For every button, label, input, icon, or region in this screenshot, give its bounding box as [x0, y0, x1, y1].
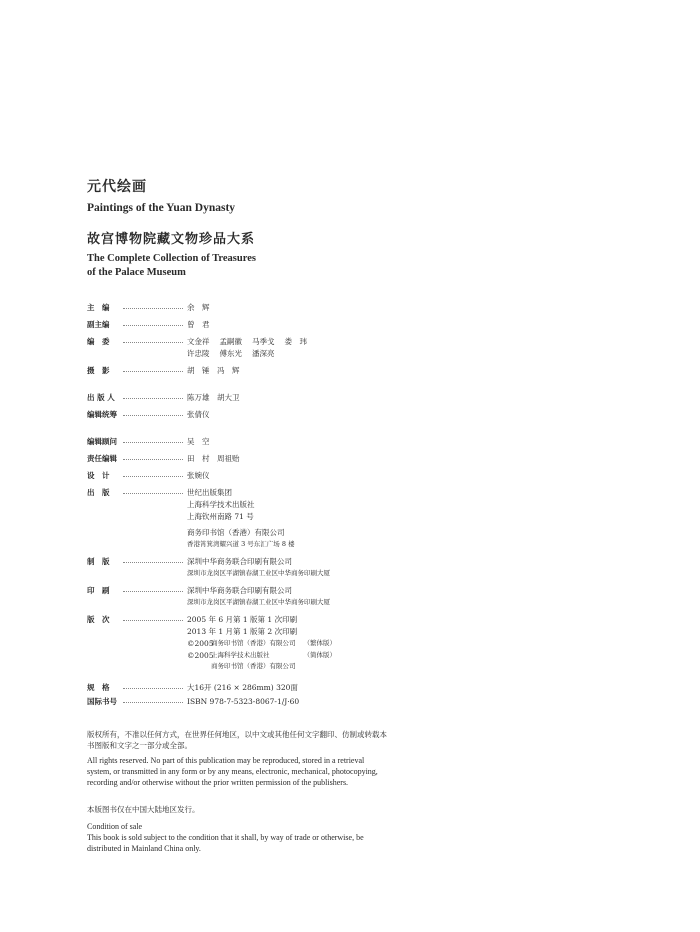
- distribution-zh: 本版图书仅在中国大陆地区发行。: [87, 805, 200, 814]
- colophon: [87, 176, 367, 713]
- rights-zh: 版权所有，不准以任何方式，在世界任何地区，以中文或其他任何文字翻印、仿制或转载本书图版和文字之一部分或全部。: [87, 730, 387, 750]
- book-title-en: Paintings of the Yuan Dynasty: [87, 202, 236, 214]
- credit-photography: 摄 影 胡 锤 冯 辉: [87, 366, 240, 375]
- rights-notice: [87, 729, 387, 854]
- credit-editorial-director: 编辑统筹 张倩仪: [87, 410, 210, 419]
- credit-publisher: 出 版 人 陈万雄 胡大卫: [87, 393, 240, 402]
- credit-printing: 印 刷 深圳中华商务联合印刷有限公司 深圳市龙岗区平湖镇春湖工业区中华商务印刷大厦: [87, 586, 330, 606]
- distribution-notice: [87, 804, 387, 854]
- condition-title: Condition of sale: [87, 822, 143, 831]
- series-title-zh: 故宫博物院藏文物珍品大系: [87, 232, 256, 247]
- credit-published-by: 出 版 世纪出版集团 上海科学技术出版社 上海钦州南路 71 号 商务印书馆（香港）有限公司 香港筲箕湾耀兴道 3 号东汇广场 8 楼: [87, 488, 295, 548]
- credit-responsible-editors: 责任编辑 田 村 周祖贻: [87, 454, 240, 463]
- credit-editorial-advisor: 编辑顾问 吴 空: [87, 437, 210, 446]
- credit-chief-editor: 主 编 余 辉: [87, 303, 210, 312]
- credit-deputy-editor: 副主编 曾 君: [87, 320, 210, 329]
- book-title-zh: 元代绘画: [87, 179, 147, 195]
- credit-edition: 版 次 2005 年 6 月第 1 版第 1 次印刷 2013 年 1 月第 1 版第 2 次印刷 ©2005 商务印书馆（香港）有限公司 （繁体版） ©2005 上海科学技术出版社 商务印书馆（香港）有限公司 （简体版）: [87, 615, 336, 670]
- credit-isbn: 国际书号 ISBN 978-7-5323-8067-1/J·60: [87, 697, 300, 706]
- condition-text: This book is sold subject to the condition that it shall, by way of trade or otherwise, be distributed in Mainland China only.: [87, 833, 364, 853]
- rights-en: All rights reserved. No part of this publication may be reproduced, stored in a retrieval system, or transmitted in any form or by any means, electronic, mechanical, photocopying, recording and/or otherwise without the prior written permission of the publishers.: [87, 756, 378, 787]
- credit-editorial-board: 编 委 文金祥 孟嗣徽 马季戈 娄 玮 许忠陵 傅东光 潘深亮: [87, 337, 307, 358]
- series-title-en: The Complete Collection of Treasures of the Palace Museum: [87, 253, 256, 278]
- credits-list: [87, 302, 367, 707]
- credit-plate-making: 制 版 深圳中华商务联合印刷有限公司 深圳市龙岗区平湖镇春湖工业区中华商务印刷大厦: [87, 557, 330, 577]
- credit-specs: 规 格 大16开 (216 × 286mm) 320面: [87, 683, 298, 692]
- credit-design: 设 计 张婉仪: [87, 471, 210, 480]
